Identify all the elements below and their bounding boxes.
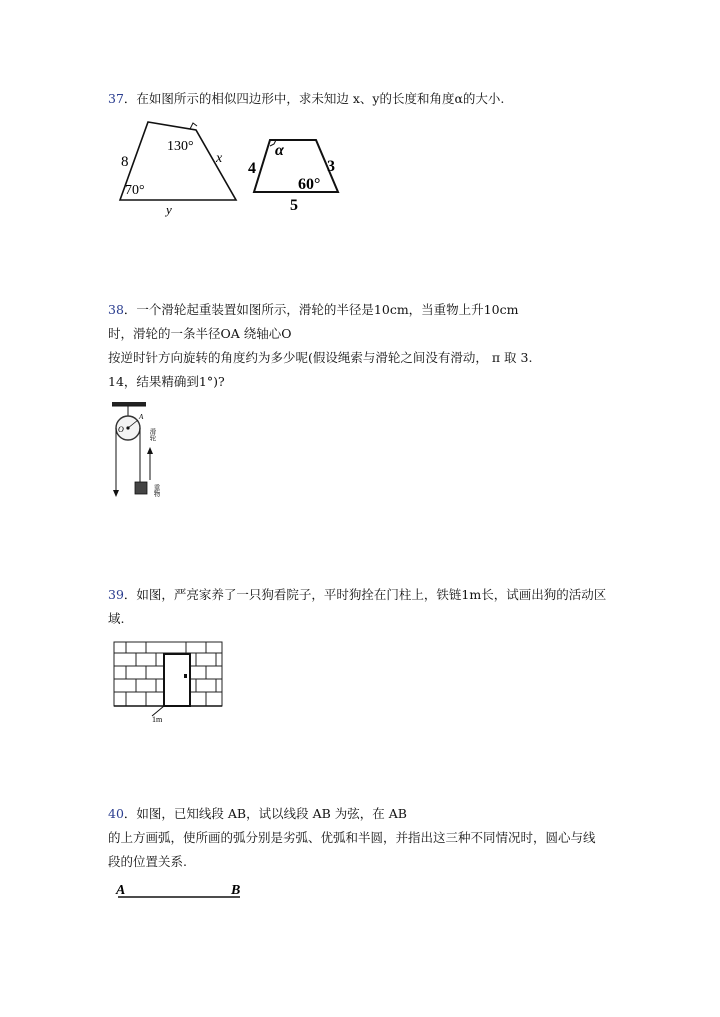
question-38-line-2: 时，滑轮的一条半径OA 绕轴心O — [108, 326, 292, 341]
question-39-number: 39 — [108, 587, 124, 602]
question-37-number: 37 — [108, 91, 124, 106]
question-40-line-3: 段的位置关系. — [108, 854, 187, 869]
right-side-3-label: 3 — [327, 158, 335, 175]
left-side-x-label: x — [216, 151, 223, 166]
right-angle-60-label: 60° — [298, 176, 321, 193]
door — [164, 654, 190, 706]
segment-label-a: A — [116, 883, 126, 898]
segment-ab-figure — [112, 878, 252, 904]
pulley-label-text: 滑轮 — [148, 428, 156, 441]
segment-label-b: B — [231, 883, 241, 898]
question-38-number: 38 — [108, 302, 124, 317]
question-37-line-1: 37．在如图所示的相似四边形中，求未知边 x、y的长度和角度α的大小. — [108, 91, 505, 106]
left-angle-130-label: 130° — [167, 139, 194, 154]
question-39-line-1: 39．如图，严亮家养了一只狗看院子，平时狗拴在门柱上，铁链1m长，试画出狗的活动区 — [108, 587, 607, 602]
pulley-label-a: A — [139, 413, 144, 421]
pulley-label-o: O — [118, 425, 124, 434]
pulley-figure — [108, 400, 178, 504]
chain-length-label: 1m — [152, 715, 163, 724]
wall-and-door-figure — [112, 640, 224, 724]
left-side-y-label: y — [166, 202, 172, 217]
question-38-line-1: 38．一个滑轮起重装置如图所示，滑轮的半径是10cm，当重物上升10cm — [108, 302, 519, 317]
right-quadrilateral — [254, 140, 338, 192]
left-side-8-label: 8 — [121, 154, 129, 170]
question-40-line-1: 40．如图，已知线段 AB，试以线段 AB 为弦，在 AB — [108, 806, 407, 821]
question-38-line-4: 14，结果精确到1°)? — [108, 374, 225, 389]
similar-quadrilaterals-figure — [112, 118, 352, 218]
right-side-4-label: 4 — [248, 160, 256, 177]
right-angle-alpha-label: α — [275, 142, 284, 159]
question-39-line-2: 域. — [108, 611, 125, 626]
question-38-line-3: 按逆时针方向旋转的角度约为多少呢(假设绳索与滑轮之间没有滑动， π 取 3. — [108, 350, 533, 365]
question-40-line-2: 的上方画弧，使所画的弧分别是劣弧、优弧和半圆，并指出这三种不同情况时，圆心与线 — [108, 830, 596, 845]
weight-block — [135, 482, 147, 494]
weight-label-text: 重物 — [152, 484, 160, 497]
right-side-5-label: 5 — [290, 197, 298, 214]
question-40-number: 40 — [108, 806, 124, 821]
left-angle-70-label: 70° — [125, 183, 145, 198]
